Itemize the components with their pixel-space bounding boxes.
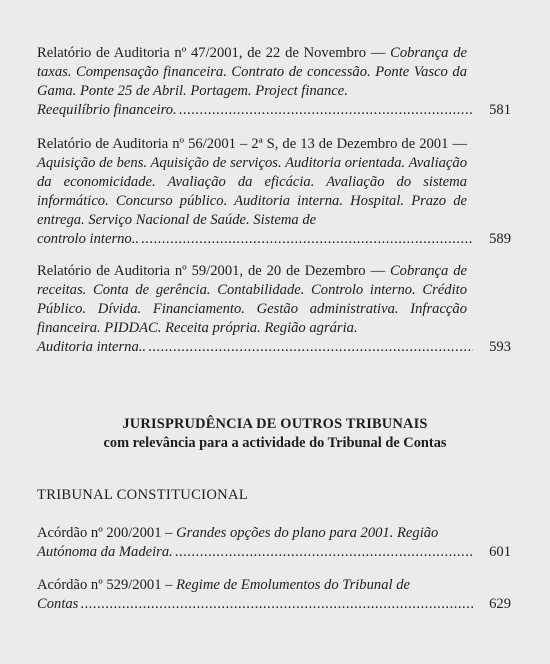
entry-last-line [37,230,511,249]
entry-lead: Relatório de Auditoria nº 47/2001, de 22 de Novembro — [37,45,391,61]
entry-text [37,524,467,543]
toc-entry [37,135,511,249]
toc-entry [37,576,511,614]
subsection-title: TRIBUNAL CONSTITUCIONAL [37,487,249,503]
entry-description: Cobrança de receitas. Conta de gerência. Contabilidade. Controlo interno. Crédito Público. Dívida. Financiamento. Gestão administrativa. Infracção financeira. PIDDAC. Receita própria. Região agrária. [37,263,467,336]
page-number: 601 [489,544,511,560]
entry-last-line [37,338,511,357]
entry-lead: Acórdão nº 200/2001 – [37,525,177,541]
page-number: 593 [489,339,511,355]
entry-description-tail: Reequilíbrio financeiro. [37,102,177,118]
entry-description-tail: controlo interno.. [37,231,140,247]
entry-description-tail: Autónoma da Madeira. [37,544,173,560]
entry-description-tail: Auditoria interna.. [37,339,147,355]
entry-description-tail: Contas [37,596,79,612]
entry-description: Regime de Emolumentos do Tribunal de [176,577,410,593]
dot-leader [148,338,473,357]
entry-last-line [37,543,511,562]
entry-text [37,262,467,338]
entry-lead: Acórdão nº 529/2001 – [37,577,177,593]
dot-leader [80,595,473,614]
entry-lead: Relatório de Auditoria nº 56/2001 – 2ª S, de 13 de Dezembro de 2001 — [37,136,467,152]
page-number: 589 [489,231,511,247]
page-number: 629 [489,596,511,612]
toc-entry [37,262,511,357]
section-subtitle: com relevância para a actividade do Tribunal de Contas [103,435,447,451]
dot-leader [179,101,473,120]
entry-text [37,135,467,230]
entry-description: Aquisição de bens. Aquisição de serviços. Auditoria orientada. Avaliação da economicidade. Avaliação da eficácia. Avaliação do sistema informático. Concurso público. Auditoria interna. Hospital. Prazo de entrega. Serviço Nacional de Saúde. Sistema de [37,155,467,228]
entry-description: Grandes opções do plano para 2001. Região [176,525,439,541]
entry-text [37,44,467,101]
entry-last-line [37,595,511,614]
section-heading [0,415,550,453]
page-number: 581 [489,102,511,118]
section-title: JURISPRUDÊNCIA DE OUTROS TRIBUNAIS [122,416,428,432]
dot-leader [141,230,473,249]
dot-leader [175,543,473,562]
toc-entry [37,44,511,120]
entry-description: Cobrança de taxas. Compensação financeira. Contrato de concessão. Ponte Vasco da Gama. Ponte 25 de Abril. Portagem. Project finance. [37,45,467,99]
entry-text [37,576,467,595]
entry-last-line [37,101,511,120]
toc-entry [37,524,511,562]
entry-lead: Relatório de Auditoria nº 59/2001, de 20 de Dezembro — [37,263,390,279]
